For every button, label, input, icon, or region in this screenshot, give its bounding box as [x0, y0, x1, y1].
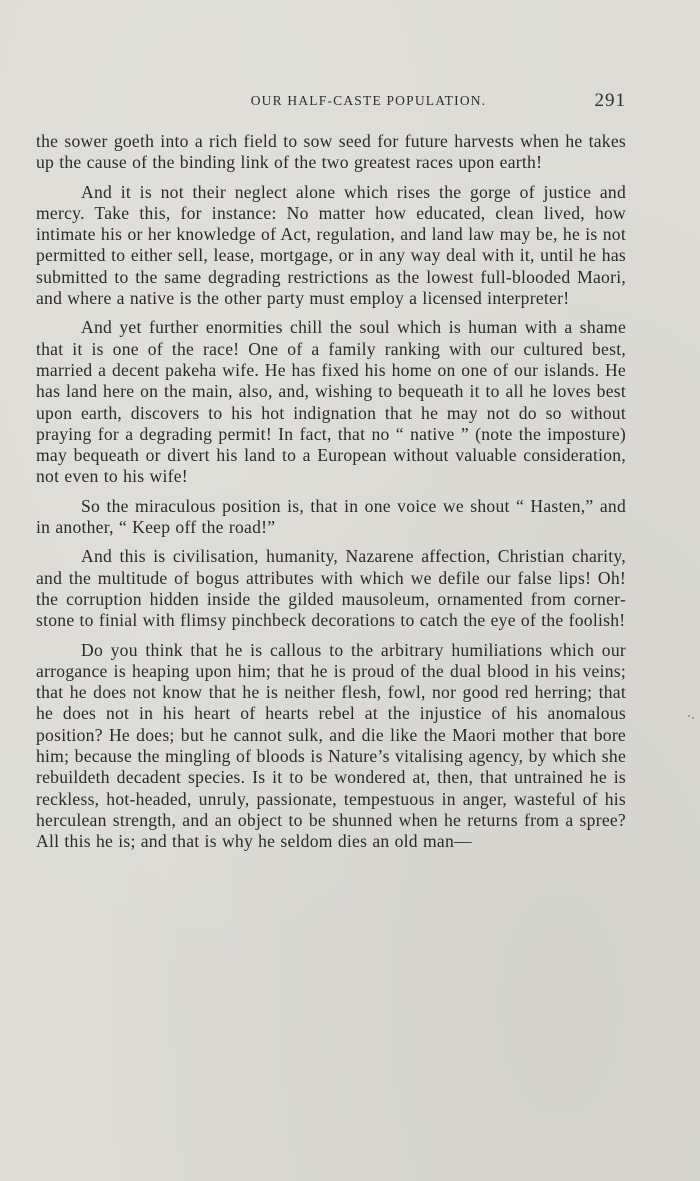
paragraph: And yet further enormities chill the soul which is human with a shame that it is one of the race! One of a family ranking with our cultured best, married a decent pakeha wife. He has fixed his home on one of our islands. He has land here on the main, also, and, wishing to bequeath it to all he loves best upon earth, discovers to his hot indignation that he may not do so without praying for a degrading permit! In fact, that no “ native ” (note the imposture) may bequeath or divert his land to a European without valuable consideration, not even to his wife! — [36, 317, 626, 487]
margin-speck-mark — [688, 714, 696, 720]
paragraph: So the miraculous position is, that in one voice we shout “ Hasten,” and in another, “ Keep off the road!” — [36, 495, 626, 538]
body-text — [36, 131, 626, 861]
running-header — [36, 90, 626, 115]
paragraph: And this is civilisation, humanity, Nazarene affection, Christian charity, and the multitude of bogus attributes with which we defile our false lips! Oh! the corruption hidden inside the gilded mausoleum, ornamented from corner-stone to finial with flimsy pinchbeck decorations to catch the eye of the foolish! — [36, 546, 626, 631]
paragraph-continued: the sower goeth into a rich field to sow seed for future harvests when he takes up the cause of the binding link of the two greatest races upon earth! — [36, 131, 626, 173]
paragraph: Do you think that he is callous to the arbitrary humiliations which our arrogance is heaping upon him; that he is proud of the dual blood in his veins; that he does not know that he is neither flesh, fowl, nor good red herring; that he does not in his heart of hearts rebel at the injustice of his anomalous position? He does; but he cannot sulk, and die like the Maori mother that bore him; because the mingling of bloods is Nature’s vitalising agency, by which she rebuildeth decadent species. Is it to be wondered at, then, that untrained he is reckless, hot-headed, unruly, passionate, tempestuous in anger, wasteful of his herculean strength, and an object to be shunned when he returns from a spree? All this he is; and that is why he seldom dies an old man— — [36, 639, 626, 852]
paragraph: And it is not their neglect alone which rises the gorge of justice and mercy. Take this, for instance: No matter how educated, clean lived, how intimate his or her knowledge of Act, regulation, and land law may be, he is not permitted to either sell, lease, mortgage, or in any way deal with it, until he has submitted to the same degrading restrictions as the lowest full-blooded Maori, and where a native is the other party must employ a licensed interpreter! — [36, 181, 626, 309]
page-number: 291 — [594, 90, 626, 111]
running-title: OUR HALF-CASTE POPULATION. — [250, 93, 487, 108]
